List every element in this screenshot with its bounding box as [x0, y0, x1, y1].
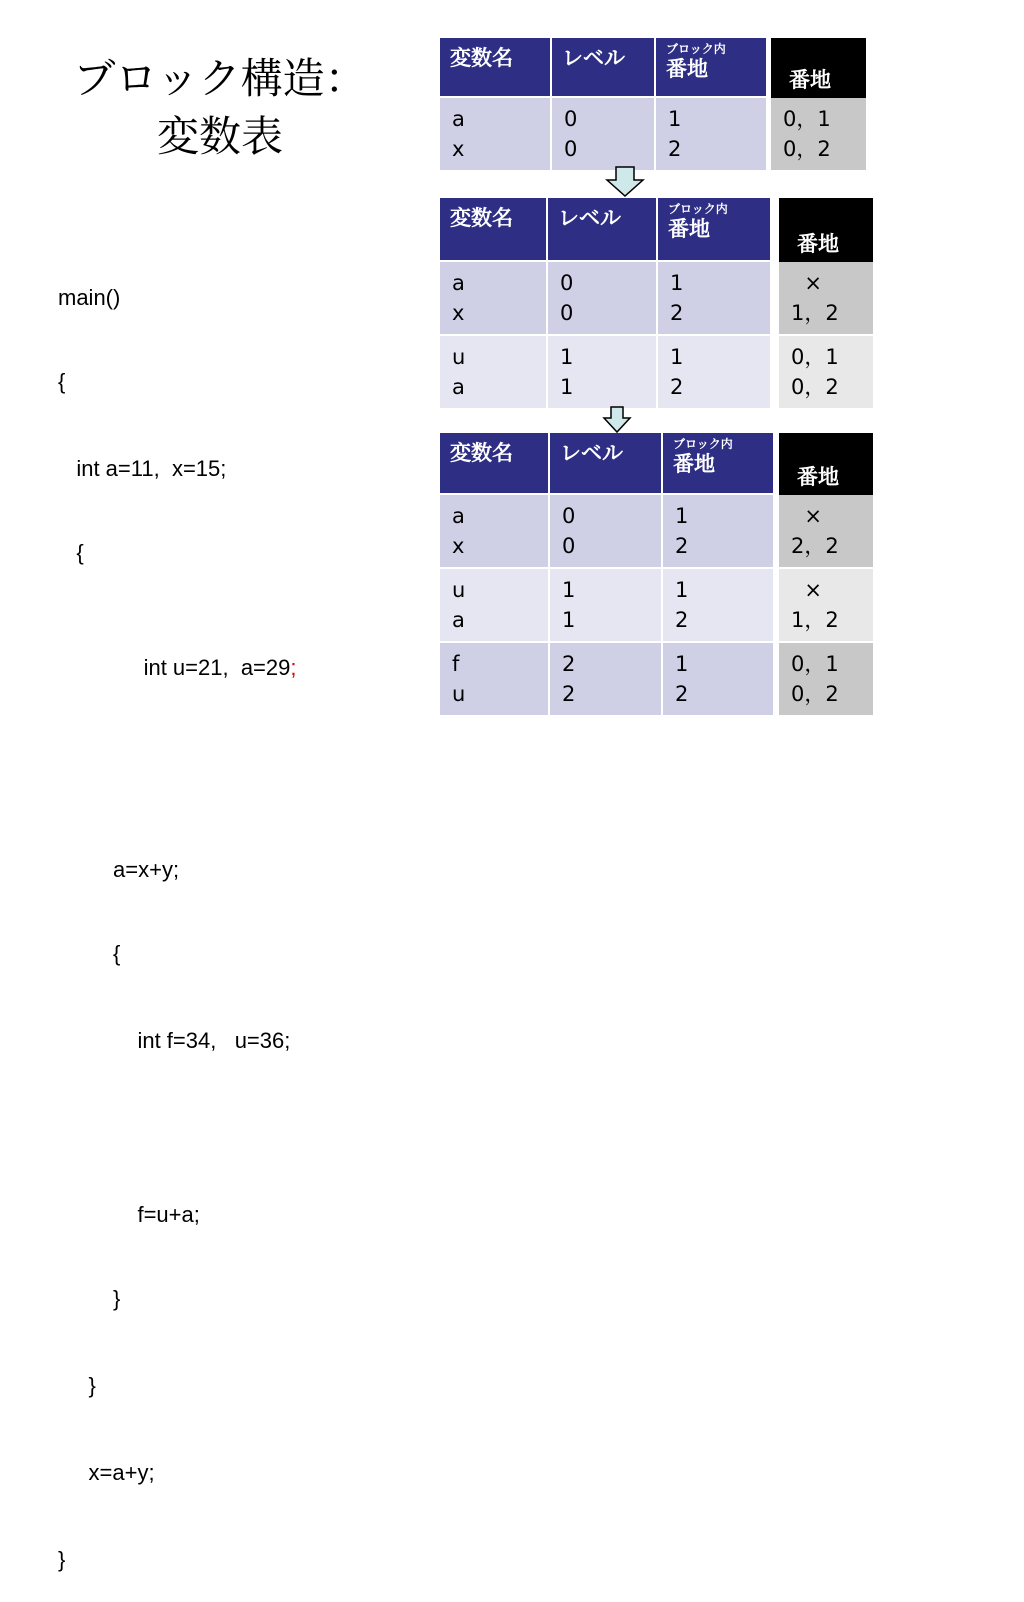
cell-levels: 2 2 [550, 643, 663, 717]
code-line: } [58, 1547, 66, 1572]
header-block-addr-small: ブロック内 [668, 202, 728, 216]
slide-title [40, 50, 400, 166]
cell-addr: 0，1 0，2 [779, 643, 873, 717]
header-level: レベル [550, 433, 663, 495]
code-line-with-semicolon [58, 626, 297, 710]
code-line: int a=11, x=15; [58, 456, 227, 481]
red-semicolon: ; [290, 655, 297, 680]
cell-names: u a [440, 336, 548, 410]
header-level: レベル [552, 38, 656, 98]
title-line-1: ブロック構造： [73, 54, 367, 103]
cell-names: f u [440, 643, 550, 717]
code-line [58, 1111, 297, 1139]
code-line: a=x+y; [58, 857, 180, 882]
cell-block: 1 2 [658, 262, 770, 336]
cell-levels: 1 1 [548, 336, 658, 410]
header-addr: 番地 [779, 198, 873, 262]
header-block-addr-big: 番地 [668, 217, 710, 241]
cell-names: a x [440, 98, 552, 172]
cell-levels: 1 1 [550, 569, 663, 643]
header-var-name: 変数名 [440, 198, 548, 262]
header-block-addr-big: 番地 [673, 452, 715, 476]
code-line: main() [58, 285, 121, 310]
code-line: } [58, 1286, 121, 1311]
code-block [58, 228, 297, 1602]
variable-table-1 [440, 38, 766, 172]
title-line-2: 変数表 [156, 112, 283, 161]
code-line: x=a+y; [58, 1460, 155, 1485]
code-line: } [58, 1373, 96, 1398]
cell-levels: 0 0 [552, 98, 656, 172]
variable-table-2 [440, 198, 770, 410]
header-block-addr [658, 198, 770, 262]
cell-block: 1 2 [663, 643, 773, 717]
header-block-addr-big: 番地 [666, 57, 708, 81]
code-line: { [58, 540, 84, 565]
header-var-name: 変数名 [440, 433, 550, 495]
code-line: f=u+a; [58, 1202, 200, 1227]
header-block-addr [656, 38, 766, 98]
address-table-2 [779, 198, 873, 410]
cell-addr: × 1，2 [779, 262, 873, 336]
cell-block: 1 2 [663, 495, 773, 569]
down-arrow-icon [602, 406, 632, 434]
address-table-1 [771, 38, 866, 172]
header-block-addr [663, 433, 773, 495]
code-line [58, 766, 297, 794]
cell-block: 1 2 [663, 569, 773, 643]
header-addr: 番地 [779, 433, 873, 495]
cell-addr: × 1，2 [779, 569, 873, 643]
code-line: { [58, 941, 121, 966]
cell-addr: × 2，2 [779, 495, 873, 569]
cell-block: 1 2 [656, 98, 766, 172]
header-addr: 番地 [771, 38, 866, 98]
header-var-name: 変数名 [440, 38, 552, 98]
code-line: int f=34, u=36; [58, 1028, 291, 1053]
cell-levels: 0 0 [550, 495, 663, 569]
cell-addr: 0，1 0，2 [771, 98, 866, 172]
cell-block: 1 2 [658, 336, 770, 410]
code-line: int u=21, a=29 [82, 655, 291, 680]
variable-table-3 [440, 433, 773, 717]
header-block-addr-small: ブロック内 [666, 42, 726, 56]
cell-addr: 0，1 0，2 [779, 336, 873, 410]
code-line: { [58, 369, 66, 394]
cell-levels: 0 0 [548, 262, 658, 336]
address-table-3 [779, 433, 873, 717]
header-block-addr-small: ブロック内 [673, 437, 733, 451]
cell-names: a x [440, 495, 550, 569]
down-arrow-icon [605, 166, 645, 198]
header-level: レベル [548, 198, 658, 262]
cell-names: a x [440, 262, 548, 336]
cell-names: u a [440, 569, 550, 643]
